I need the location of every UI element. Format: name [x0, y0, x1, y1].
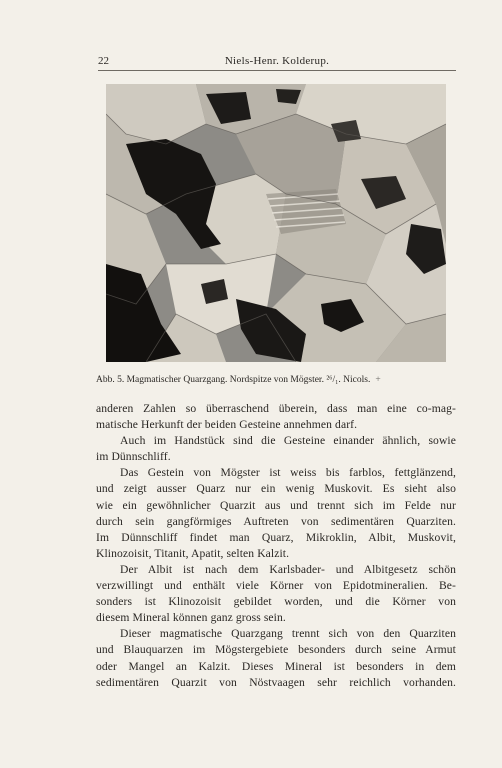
- text-line: sedimentären Quarzit von Nöstvaagen sehr reichlich vorhanden.: [96, 675, 456, 689]
- body-text: [96, 401, 456, 691]
- text-line: Das Gestein von Mögster ist weiss bis farblos, fettglänzend,: [120, 466, 456, 480]
- text-line: im Dünnschliff.: [96, 450, 171, 464]
- text-line: und zeigt ausser Quarz nur ein wenig Muskovit. Es sieht also: [96, 482, 456, 496]
- text-line: anderen Zahlen so überraschend überein, dass man eine co-mag-: [96, 402, 456, 415]
- crossed-nicols-symbol: +: [375, 375, 381, 385]
- text-line: Im Dünnschliff findet man Quarz, Mikroklin, Albit, Muskovit,: [96, 530, 456, 544]
- text-line: matische Herkunft der beiden Gesteine annehmen darf.: [96, 418, 358, 432]
- page-header: [98, 52, 456, 71]
- text-line: Der Albit ist nach dem Karlsbader- und Albitgesetz schön: [120, 562, 456, 576]
- text-line: oder Mangel an Kalzit. Dieses Mineral ist besonders in dem: [96, 659, 456, 673]
- running-head: Niels-Henr. Kolderup.: [224, 55, 330, 67]
- text-line: Auch im Handstück sind die Gesteine einander ähnlich, sowie: [120, 434, 456, 448]
- figure-caption: [96, 375, 462, 385]
- text-line: diesem Mineral können ganz gross sein.: [96, 611, 286, 625]
- text-line: Klinozoisit, Titanit, Apatit, selten Kalzit.: [96, 546, 290, 560]
- text-line: verzwillingt und enthält viele Körner von Epidotmineralien. Be-: [96, 579, 456, 593]
- page-number: 22: [98, 55, 109, 67]
- text-line: wie ein gewöhnlicher Quarzit aus und trennt sich im Felde nur: [96, 498, 456, 512]
- text-line: und Blauquarzen im Mögstergebiete besonders durch seine Armut: [96, 643, 456, 657]
- text-line: Dieser magmatische Quarzgang trennt sich von den Quarziten: [120, 627, 456, 641]
- micrograph-image: [106, 84, 446, 362]
- thin-section-micrograph: [106, 84, 446, 362]
- text-line: sonders ist Klinozoisit gebildet worden, und die Körner von: [96, 595, 456, 609]
- figure-caption-text: Abb. 5. Magmatischer Quarzgang. Nordspitze von Mögster. ²⁶/₁. Nicols.: [96, 375, 371, 385]
- text-line: durch sein gangförmiges Auftreten von sedimentären Quarziten.: [96, 514, 456, 528]
